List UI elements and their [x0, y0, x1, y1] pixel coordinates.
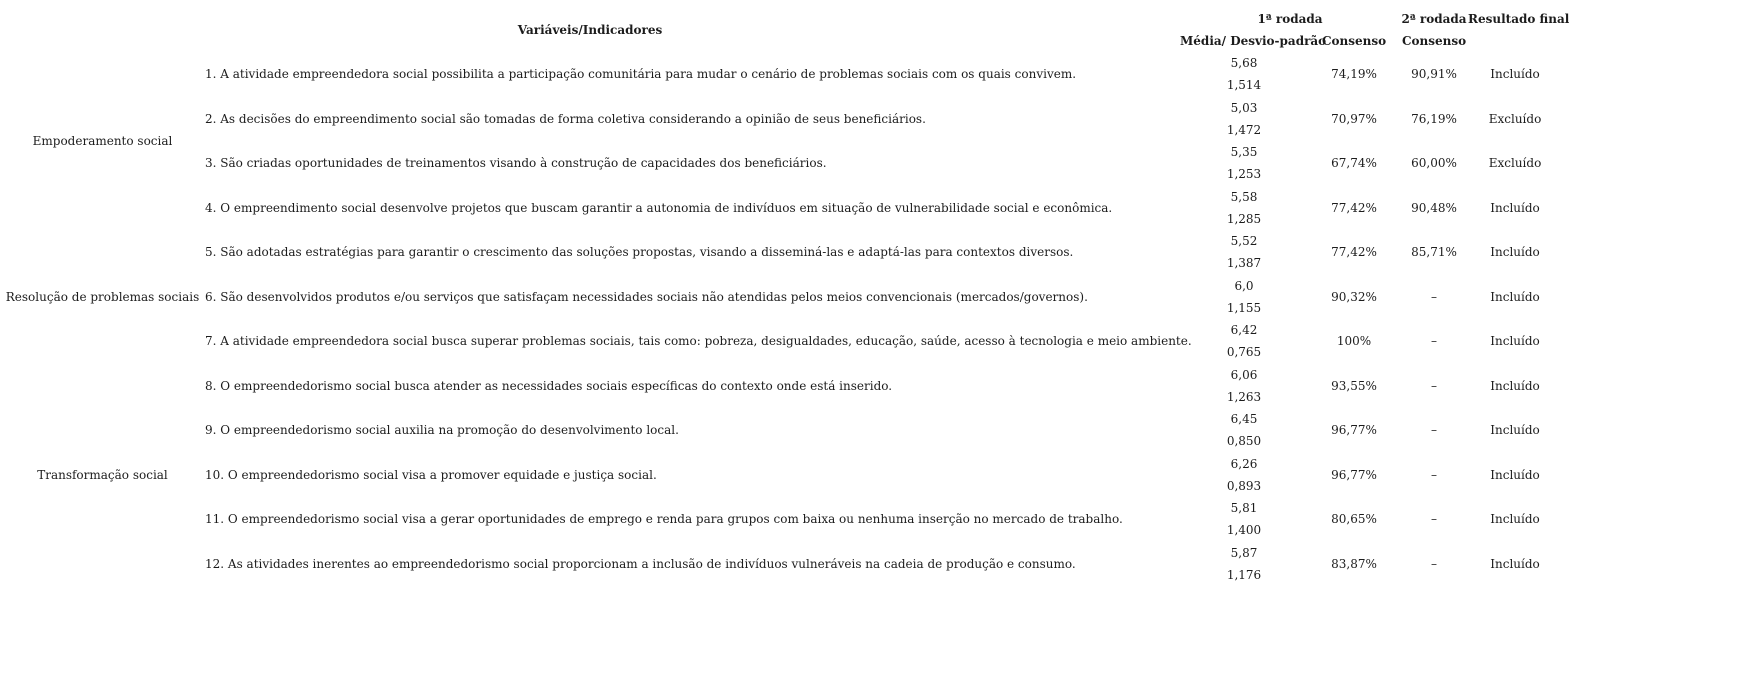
round2-consensus-value: 60,00%: [1411, 156, 1457, 171]
indicator-row: [0, 542, 1562, 587]
round2-consensus-value: –: [1431, 289, 1438, 304]
mean-value: 5,58: [1230, 189, 1258, 204]
final-result-value: Incluído: [1490, 378, 1540, 393]
mean-sd-cell: [1180, 186, 1308, 231]
mean-value: 6,26: [1230, 456, 1258, 471]
indicator-row: [0, 141, 1562, 186]
mean-sd-cell: [1180, 275, 1308, 320]
round2-consensus-value: –: [1431, 556, 1438, 571]
round2-consensus-value: –: [1431, 512, 1438, 527]
category-label: Resolução de problemas sociais: [5, 289, 200, 304]
final-result-value: Incluído: [1490, 289, 1540, 304]
final-result-value: Incluído: [1490, 556, 1540, 571]
indicator-text: 1. A atividade empreendedora social possibilita a participação comunitária para mudar o cenário de problemas sociais com os quais convivem.: [205, 67, 1077, 82]
round2-consensus-value: 76,19%: [1411, 111, 1457, 126]
round1-consensus-value: 90,32%: [1331, 289, 1377, 304]
indicator-text: 3. São criadas oportunidades de treinamentos visando à construção de capacidades dos beneficiários.: [205, 156, 827, 171]
mean-value: 5,68: [1230, 56, 1258, 70]
variables-indicators-header: Variáveis/Indicadores: [517, 23, 663, 37]
indicator-text: 5. São adotadas estratégias para garantir o crescimento das soluções propostas, visando a disseminá-las e adaptá-las para contextos diversos.: [205, 245, 1074, 260]
indicator-row: [0, 186, 1562, 231]
round1-consensus-value: 77,42%: [1331, 245, 1377, 260]
round1-consensus-value: 93,55%: [1331, 378, 1377, 393]
indicator-row: [0, 408, 1562, 453]
indicator-row: [0, 497, 1562, 542]
indicator-row: [0, 230, 1562, 275]
mean-sd-cell: [1180, 497, 1308, 542]
round1-consensus-value: 74,19%: [1331, 67, 1377, 82]
mean-sd-cell: [1180, 364, 1308, 409]
indicator-text: 4. O empreendimento social desenvolve projetos que buscam garantir a autonomia de indivíduos em situação de vulnerabilidade social e econômica.: [205, 200, 1113, 215]
category-label: Transformação social: [37, 467, 168, 482]
indicator-row: [0, 319, 1562, 364]
round1-consensus-value: 80,65%: [1331, 512, 1377, 527]
indicator-text: 8. O empreendedorismo social busca atender as necessidades sociais específicas do contexto onde está inserido.: [205, 378, 893, 393]
sd-value: 1,400: [1226, 523, 1262, 538]
indicator-row: [0, 275, 1562, 320]
indicator-row: [0, 52, 1562, 97]
round2-consensus-value: –: [1431, 423, 1438, 438]
mean-sd-cell: [1180, 319, 1308, 364]
final-result-header: Resultado final: [1468, 12, 1570, 26]
indicator-text: 6. São desenvolvidos produtos e/ou serviços que satisfaçam necessidades sociais não atendidas pelos meios convencionais (mercados/governos).: [205, 289, 1088, 304]
final-result-value: Incluído: [1490, 334, 1540, 349]
mean-value: 5,35: [1230, 145, 1258, 159]
indicator-text: 11. O empreendedorismo social visa a gerar oportunidades de emprego e renda para grupos com baixa ou nenhuma inserção no mercado de trabalho.: [205, 512, 1123, 527]
round2-consensus-value: 85,71%: [1411, 245, 1457, 260]
indicator-row: [0, 453, 1562, 498]
table-body: [0, 52, 1562, 586]
final-result-value: Incluído: [1490, 423, 1540, 438]
round1-header: 1ª rodada: [1257, 12, 1323, 26]
round1-consensus-value: 96,77%: [1331, 467, 1377, 482]
indicator-text: 10. O empreendedorismo social visa a promover equidade e justiça social.: [205, 467, 657, 482]
round1-consensus-value: 83,87%: [1331, 556, 1377, 571]
mean-value: 5,87: [1230, 545, 1258, 560]
mean-sd-cell: [1180, 453, 1308, 498]
sd-value: 0,850: [1226, 434, 1262, 449]
header-row-1: [0, 8, 1562, 30]
round2-consensus-value: 90,48%: [1411, 200, 1457, 215]
sd-value: 1,155: [1226, 300, 1262, 315]
sd-value: 0,765: [1226, 345, 1262, 360]
round1-consensus-value: 70,97%: [1331, 111, 1377, 126]
final-result-value: Incluído: [1490, 67, 1540, 82]
mean-sd-cell: [1180, 542, 1308, 587]
mean-sd-cell: [1180, 408, 1308, 453]
mean-sd-cell: [1180, 52, 1308, 97]
mean-value: 5,81: [1230, 501, 1258, 515]
final-result-value: Excluído: [1488, 156, 1542, 171]
round1-consensus-value: 96,77%: [1331, 423, 1377, 438]
mean-value: 5,03: [1230, 100, 1258, 115]
final-result-value: Excluído: [1488, 111, 1542, 126]
mean-value: 6,45: [1230, 412, 1258, 426]
indicator-row: [0, 97, 1562, 142]
sd-value: 1,472: [1226, 122, 1262, 137]
table-header: [0, 8, 1570, 52]
mean-value: 5,52: [1230, 234, 1258, 248]
sd-value: 0,893: [1226, 478, 1262, 493]
indicator-text: 7. A atividade empreendedora social busca superar problemas sociais, tais como: pobreza, desigualdades, educação, saúde, acesso à tecnologia e meio ambiente.: [205, 334, 1192, 349]
indicator-text: 9. O empreendedorismo social auxilia na promoção do desenvolvimento local.: [205, 423, 679, 438]
sd-value: 1,387: [1226, 256, 1262, 271]
sd-value: 1,263: [1226, 389, 1262, 404]
round1-consensus-value: 67,74%: [1331, 156, 1377, 171]
round2-consensus-value: –: [1431, 378, 1438, 393]
final-result-value: Incluído: [1490, 512, 1540, 527]
mean-sd-cell: [1180, 141, 1308, 186]
mean-value: 6,42: [1230, 323, 1258, 337]
round1-consensus-header: Consenso: [1321, 34, 1387, 48]
delphi-results-table: [0, 8, 1570, 586]
round2-header: 2ª rodada: [1401, 12, 1467, 26]
final-result-value: Incluído: [1490, 245, 1540, 260]
round1-consensus-value: 77,42%: [1331, 200, 1377, 215]
indicator-text: 2. As decisões do empreendimento social são tomadas de forma coletiva considerando a opinião de seus beneficiários.: [205, 111, 926, 126]
sd-value: 1,176: [1226, 567, 1262, 582]
mean-sd-header: Média/ Desvio-padrão: [1180, 34, 1327, 48]
round2-consensus-value: –: [1431, 467, 1438, 482]
sd-value: 1,285: [1226, 211, 1262, 226]
mean-sd-cell: [1180, 97, 1308, 142]
indicator-text: 12. As atividades inerentes ao empreendedorismo social proporcionam a inclusão de indivíduos vulneráveis na cadeia de produção e consumo.: [205, 556, 1076, 571]
final-result-value: Incluído: [1490, 467, 1540, 482]
indicator-row: [0, 364, 1562, 409]
paper-table-region: [0, 8, 1570, 586]
final-result-value: Incluído: [1490, 200, 1540, 215]
round2-consensus-header: Consenso: [1401, 34, 1467, 48]
sd-value: 1,253: [1226, 167, 1262, 182]
mean-value: 6,06: [1230, 367, 1258, 382]
category-label: Empoderamento social: [32, 134, 173, 148]
sd-value: 1,514: [1226, 78, 1262, 93]
round2-consensus-value: –: [1431, 334, 1438, 349]
mean-sd-cell: [1180, 230, 1308, 275]
mean-value: 6,0: [1234, 278, 1254, 293]
round1-consensus-value: 100%: [1336, 334, 1372, 349]
round2-consensus-value: 90,91%: [1411, 67, 1457, 82]
